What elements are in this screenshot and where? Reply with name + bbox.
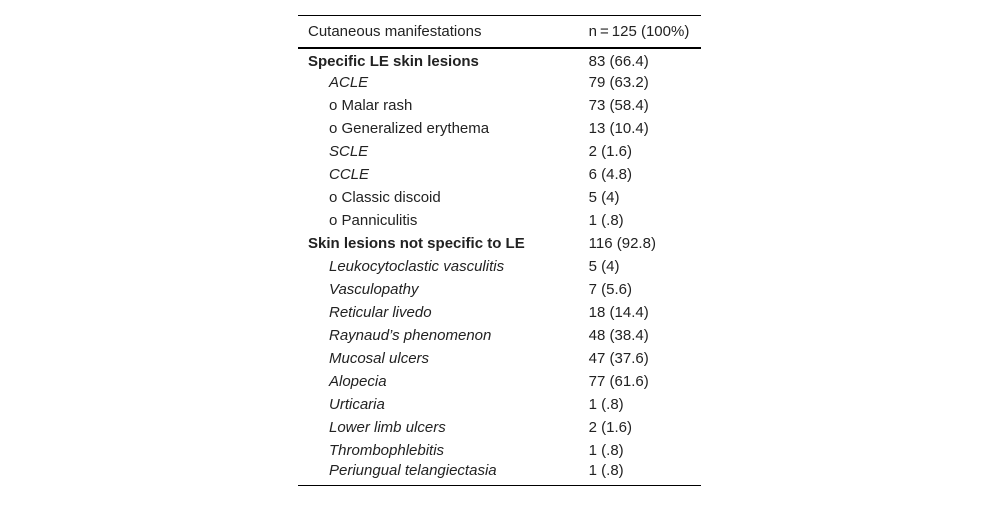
- row-label-cell: [298, 462, 589, 485]
- row-value: 73 (58.4): [588, 97, 649, 114]
- row-label: CCLE: [329, 166, 370, 183]
- row-label: Urticaria: [329, 396, 385, 413]
- row-label: Alopecia: [329, 373, 387, 390]
- table-row: [298, 163, 701, 186]
- row-value: 1 (.8): [588, 442, 624, 459]
- row-value: 1 (.8): [588, 212, 624, 229]
- table-row: [298, 439, 701, 462]
- table-row: [298, 232, 701, 255]
- row-value: 2 (1.6): [588, 143, 633, 160]
- row-value: 6 (4.8): [588, 166, 633, 183]
- table-header: [298, 16, 701, 49]
- row-label: Raynaud’s phenomenon: [329, 327, 492, 344]
- row-label: Periungual telangiectasia: [329, 462, 497, 480]
- row-label: SCLE: [329, 143, 369, 160]
- table-row: [298, 347, 701, 370]
- row-label: o Classic discoid: [329, 189, 441, 206]
- row-label: o Generalized erythema: [329, 120, 490, 137]
- header-row: [298, 16, 701, 49]
- row-label-cell: [298, 232, 589, 255]
- row-label-cell: [298, 324, 589, 347]
- table-row: [298, 393, 701, 416]
- row-value: 13 (10.4): [588, 120, 649, 137]
- row-value: 77 (61.6): [588, 373, 649, 390]
- row-value: 5 (4): [588, 189, 620, 206]
- table-row: [298, 462, 701, 485]
- row-value: 1 (.8): [589, 462, 701, 485]
- table-row: [298, 140, 701, 163]
- row-value: 1 (.8): [588, 396, 624, 413]
- row-label: Vasculopathy: [329, 281, 419, 298]
- table-row: [298, 324, 701, 347]
- row-label-cell: [298, 347, 589, 370]
- cutaneous-manifestations-table: [298, 15, 701, 486]
- row-value: 83 (66.4): [588, 52, 649, 70]
- table-row: [298, 370, 701, 393]
- row-value: 2 (1.6): [588, 419, 633, 436]
- table-row: [298, 48, 701, 71]
- row-label: o Malar rash: [329, 97, 413, 114]
- row-label: ACLE: [329, 74, 369, 91]
- header-label: Cutaneous manifestations: [308, 23, 482, 40]
- table-row: [298, 117, 701, 140]
- row-value: 79 (63.2): [588, 74, 649, 91]
- row-label-cell: [298, 439, 589, 462]
- table-row: [298, 186, 701, 209]
- row-label: Mucosal ulcers: [329, 350, 430, 367]
- row-label-cell: [298, 94, 589, 117]
- row-label-cell: [298, 255, 589, 278]
- row-label: o Panniculitis: [329, 212, 418, 229]
- row-label: Leukocytoclastic vasculitis: [329, 258, 505, 275]
- table-row: [298, 301, 701, 324]
- table-row: [298, 94, 701, 117]
- row-label-cell: [298, 301, 589, 324]
- row-value: 5 (4): [588, 258, 620, 275]
- row-label-cell: [298, 209, 589, 232]
- table-row: [298, 416, 701, 439]
- row-label: Thrombophlebitis: [329, 442, 445, 459]
- table-body: [298, 48, 701, 485]
- row-label-cell: [298, 278, 589, 301]
- row-label: Lower limb ulcers: [329, 419, 446, 436]
- row-value: 18 (14.4): [588, 304, 649, 321]
- row-value: 48 (38.4): [588, 327, 649, 344]
- row-label-cell: [298, 48, 589, 71]
- table-row: [298, 209, 701, 232]
- row-label-cell: [298, 71, 589, 94]
- row-label: Reticular livedo: [329, 304, 432, 321]
- row-label-cell: [298, 370, 589, 393]
- cutaneous-manifestations-table-container: [298, 15, 701, 486]
- row-label-cell: [298, 163, 589, 186]
- row-label-cell: [298, 416, 589, 439]
- row-label: Skin lesions not specific to LE: [308, 235, 525, 252]
- table-row: [298, 71, 701, 94]
- table-row: [298, 255, 701, 278]
- row-label-cell: [298, 186, 589, 209]
- row-value: 47 (37.6): [588, 350, 649, 367]
- row-value: 7 (5.6): [588, 281, 633, 298]
- row-label: Specific LE skin lesions: [308, 52, 479, 70]
- header-value: n = 125 (100%): [588, 23, 690, 40]
- table-row: [298, 278, 701, 301]
- row-label-cell: [298, 140, 589, 163]
- row-label-cell: [298, 117, 589, 140]
- row-value: 116 (92.8): [588, 235, 656, 252]
- row-label-cell: [298, 393, 589, 416]
